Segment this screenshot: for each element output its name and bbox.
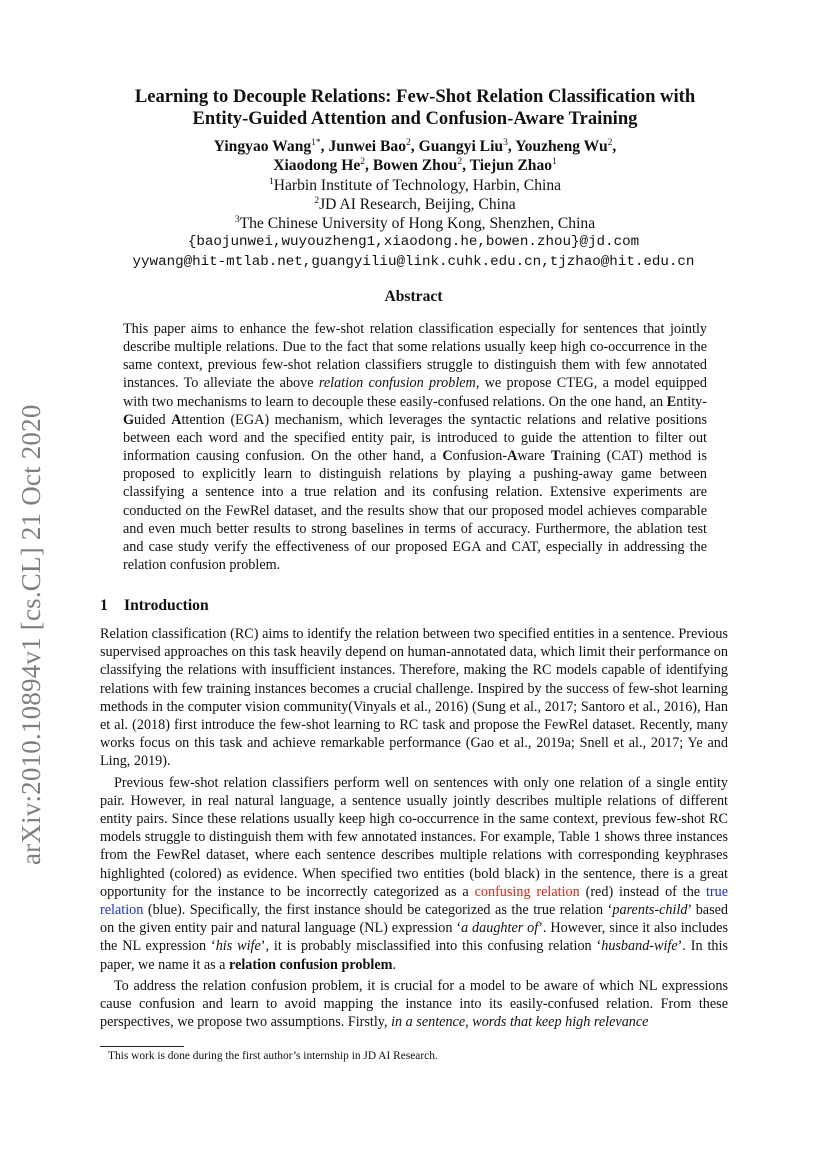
abstract-heading: Abstract <box>384 288 443 305</box>
abstract-text: ware <box>517 448 545 465</box>
body-text: (red) instead of the <box>585 883 701 900</box>
abstract-text: , we propose CTEG, a model equipped with two mechanisms to learn to decouple these easily-confused relations. On the one hand, an <box>123 375 708 410</box>
confusing-relation-highlight: confusing relation <box>474 883 580 900</box>
body-text: ’. However, since it also includes the NL expression ‘ <box>100 920 729 955</box>
footnote: This work is done during the first author’s internship in JD AI Research. <box>108 1050 438 1062</box>
affiliation-sup: 2 <box>314 196 320 206</box>
acronym-letter: G <box>123 411 135 428</box>
author-name: Tiejun Zhao <box>469 157 553 174</box>
title-line-1: Learning to Decouple Relations: Few-Shot Relation Classification with <box>134 86 696 107</box>
affiliation <box>40 195 790 214</box>
email-list <box>10 233 817 272</box>
abstract-text: ntity- <box>676 393 707 410</box>
author-affil-sup: 1 <box>552 157 557 167</box>
footnote-rule <box>100 1046 184 1047</box>
section-number: 1 <box>100 597 108 614</box>
author-name: Youzheng Wu <box>515 138 608 155</box>
abstract-text: onfusion- <box>452 448 508 465</box>
section-heading <box>100 597 209 615</box>
email-line-2[interactable]: yywang@hit-mtlab.net,guangyiliu@link.cuhk.edu.cn,tjzhao@hit.edu.cn <box>132 253 695 270</box>
abstract-text: ttention (EGA) mechanism, which leverages the syntactic relations and relative positions between each word and the specified entity pair, is introduced to guide the attention to filter out information causing confusion. On the other hand, a <box>123 411 707 465</box>
body-text: To address the relation confusion problem, it is crucial for a model to be aware of which NL expressions cause confusion and learn to avoid mapping the instance into its easily-confused relation. From these perspectives, we propose two assumptions. Firstly, <box>100 977 728 1031</box>
author-list <box>70 137 760 175</box>
body-text: Previous few-shot relation classifiers perform well on sentences with only one relation of a single entity pair. However, in real natural language, a sentence usually jointly describes multiple relations of different entity pairs. Since these relations usually keep high co-occurrence in the same context, previous few-shot RC models struggle to distinguish them with few annotated instances. For example, Table 1 shows three instances from the FewRel dataset, where each sentence describes multiple relations with corresponding keyphrases highlighted (colored) as evidence. When specified two entities (bold black) in the sentence, there is a great opportunity for the instance to be incorrectly categorized as a <box>100 774 728 900</box>
authors-line-1: Yingyao Wang$^{1*}$, Junwei Bao$^2$, Guangyi Liu$^3$, Youzheng Wu$^2$, <box>213 138 617 155</box>
body-text: ’ based on the given entity pair and natural language (NL) expression ‘ <box>100 902 729 937</box>
acronym-letter: T <box>550 448 561 465</box>
author-affil-sup: 2 <box>360 157 366 167</box>
author-name: Xiaodong He <box>273 157 361 174</box>
affiliation-sup: 1 <box>268 177 274 187</box>
author-name: Junwei Bao <box>328 138 407 155</box>
author-name: Yingyao Wang <box>213 138 312 155</box>
affiliation <box>40 214 790 233</box>
abstract-text: uided <box>134 411 166 428</box>
relation-name: parents-child <box>612 902 688 919</box>
arxiv-identifier: arXiv:2010.10894v1 [cs.CL] 21 Oct 2020 <box>16 404 46 865</box>
email-line-1[interactable]: {baojunwei,wuyouzheng1,xiaodong.he,bowen.zhou}@jd.com <box>187 234 640 250</box>
section-title: Introduction <box>124 597 209 614</box>
author-affil-sup: 2 <box>607 138 613 148</box>
abstract-text: raining (CAT) method is proposed to explicitly learn to distinguish relations by playing a pushing-away game between classifying a sentence into a true relation and its confusing relation. Extensive experiments are conducted on the FewRel dataset, and the results show that our proposed model achieves comparable and even much better results to strong baselines in terms of accuracy. Furthermore, the ablation test and case study verify the effectiveness of our proposed EGA and CAT, especially in addressing the relation confusion problem. <box>123 448 707 574</box>
abstract-emphasis: relation confusion problem <box>318 375 476 392</box>
affiliation-text: JD AI Research, Beijing, China <box>319 196 516 213</box>
author-name: Guangyi Liu <box>418 138 504 155</box>
title-line-2: Entity-Guided Attention and Confusion-Aware Training <box>192 108 638 129</box>
author-affil-sup: 2 <box>457 157 463 167</box>
introduction-body <box>100 625 728 1034</box>
authors-line-2: Xiaodong He$^2$, Bowen Zhou$^2$, Tiejun Zhao$^1$ <box>273 157 557 174</box>
body-text: ’, it is probably misclassified into this confusing relation ‘ <box>260 938 602 955</box>
affiliation-text: Harbin Institute of Technology, Harbin, China <box>273 177 562 194</box>
relation-name: husband-wife <box>601 938 678 955</box>
acronym-letter: A <box>507 448 518 465</box>
abstract-text: This paper aims to enhance the few-shot relation classification especially for sentences that jointly describe multiple relations. Due to the fact that some relations usually keep high co-occurrence in the same context, previous few-shot relation classifiers struggle to distinguish them with few annotated instances. To alleviate the above <box>123 321 707 392</box>
nl-expression: his wife <box>215 938 261 955</box>
author-name: Bowen Zhou <box>372 157 458 174</box>
nl-expression: a daughter of <box>461 920 539 937</box>
body-text: (blue). Specifically, the first instance should be categorized as the true relation ‘ <box>147 902 613 919</box>
acronym-letter: C <box>442 448 453 465</box>
abstract-body <box>123 320 707 574</box>
author-affil-sup: 2 <box>406 138 411 148</box>
intro-paragraph-2 <box>100 774 728 974</box>
true-relation-highlight: true relation <box>100 883 729 919</box>
affiliation-list <box>40 176 790 233</box>
acronym-letter: A <box>171 411 182 428</box>
intro-paragraph-1: Relation classification (RC) aims to identify the relation between two specified entities in a sentence. Previous supervised approaches on this task heavily depend on human-annotated data, which limit their performance on classifying the relations with insufficient instances. Therefore, making the RC models capable of identifying relations with few training instances becomes a crucial challenge. Inspired by the success of few-shot learning methods in the computer vision community(Vinyals et al., 2016) (Sung et al., 2017; Santoro et al., 2016), Han et al. (2018) first introduce the few-shot learning to RC task and propose the FewRel dataset. Recently, many works focus on this task and achieve remarkable performance (Gao et al., 2019a; Snell et al., 2017; Ye and Ling, 2019). <box>100 626 728 770</box>
body-text: . <box>392 956 397 973</box>
intro-paragraph-3 <box>100 977 728 1032</box>
assumption-text: in a sentence, words that keep high relevance <box>391 1014 649 1031</box>
body-text: ’. In this paper, we name it as a <box>100 938 728 973</box>
acronym-letter: E <box>666 393 677 410</box>
key-term: relation confusion problem <box>229 956 393 973</box>
affiliation-text: The Chinese University of Hong Kong, Shenzhen, China <box>239 215 596 232</box>
affiliation <box>40 176 790 195</box>
paper-title <box>70 86 760 130</box>
affiliation-sup: 3 <box>234 215 240 225</box>
author-affil-sup: 3 <box>503 138 508 148</box>
author-affil-sup: 1* <box>311 138 321 148</box>
abstract-paragraph <box>123 320 707 574</box>
